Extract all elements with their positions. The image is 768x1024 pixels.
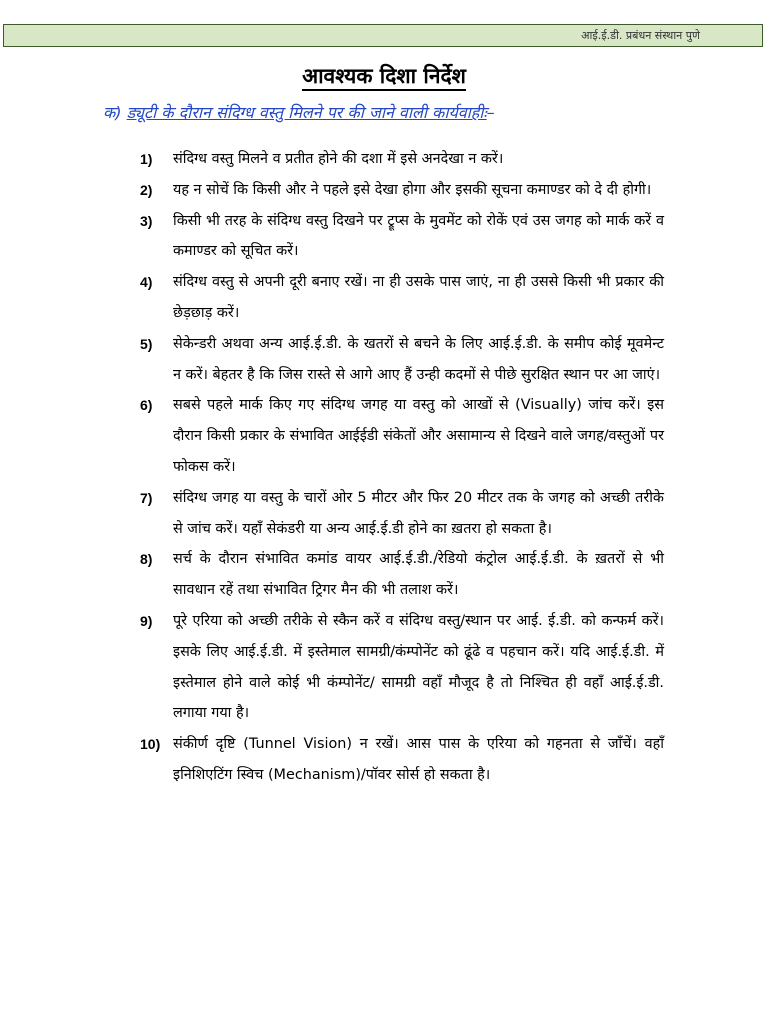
instruction-list [140,144,664,791]
list-item [140,267,664,329]
list-item [140,175,664,206]
section-heading-text: ड्यूटी के दौरान संदिग्ध वस्तु मिलने पर की जाने वाली कार्यवाहीः [126,103,487,122]
list-item [140,206,664,268]
list-item [140,329,664,391]
item-text: सबसे पहले मार्क किए गए संदिग्ध जगह या वस्तु को आखों से (Visually) जांच करें। इस दौरान किसी प्रकार के संभावित आईईडी संकेतों और असामान्य से दिखने वाले जगह/वस्तुओं पर फोकस करें। [173,397,664,475]
item-number: 2) [140,181,153,198]
list-item [140,544,664,606]
list-item [140,729,664,791]
page-title-text: आवश्यक दिशा निर्देश [302,64,466,91]
item-number: 10) [140,736,161,753]
page-title [0,62,768,90]
section-heading [103,101,495,123]
item-text: यह न सोचें कि किसी और ने पहले इसे देखा होगा और इसकी सूचना कमाण्डर को दे दी होगी। [173,181,652,198]
item-number: 1) [140,151,153,167]
item-text: पूरे एरिया को अच्छी तरीके से स्कैन करें व संदिग्ध वस्तु/स्थान पर आई. ई.डी. को कन्फर्म करें। इसके लिए आई.ई.डी. में इस्तेमाल सामग्री/कंम्पोनेंट को ढूंढे व पहचान करें। यदि आई.ई.डी. में इस्तेमाल होने वाले कोई भी कंम्पोनेंट/ सामग्री वहाँ मौजूद है तो निश्चित ही वहाँ आई.ई.डी. लगाया गया है। [173,612,664,722]
item-text: किसी भी तरह के संदिग्ध वस्तु दिखने पर ट्रूप्स के मुवमेंट को रोकें एवं उस जगह को मार्क करें व कमाण्डर को सूचित करें। [173,212,664,260]
list-item [140,606,664,729]
section-prefix: क) [103,103,127,122]
item-number: 7) [140,489,153,506]
list-item [140,144,664,175]
item-number: 6) [140,397,153,414]
item-number: 9) [140,612,153,629]
section-suffix: – [486,103,495,122]
list-item [140,483,664,545]
item-text: संकीर्ण दृष्टि (Tunnel Vision) न रखें। आस पास के एरिया को गहनता से जाँचें। वहाँ इनिशिएटिंग स्विच (Mechanism)/पॉवर सोर्स हो सकता है। [173,736,664,783]
item-number: 4) [140,274,153,291]
list-item [140,390,664,482]
header-text: आई.ई.डी. प्रबंधन संस्थान पुणे [581,29,700,42]
item-number: 5) [140,335,153,352]
item-number: 3) [140,212,153,229]
item-text: सर्च के दौरान संभावित कमांड वायर आई.ई.डी./रेडियो कंट्रोल आई.ई.डी. के ख़तरों से भी सावधान रहें तथा संभावित ट्रिगर मैन की भी तलाश करें। [173,551,664,599]
item-text: संदिग्ध जगह या वस्तु के चारों ओर 5 मीटर और फिर 20 मीटर तक के जगह को अच्छी तरीके से जांच करें। यहाँ सेकंडरी या अन्य आई.ई.डी होने का ख़तरा हो सकता है। [173,489,664,537]
header-bar [3,24,763,47]
item-text: संदिग्ध वस्तु मिलने व प्रतीत होने की दशा में इसे अनदेखा न करें। [173,151,504,167]
item-text: सेकेन्डरी अथवा अन्य आई.ई.डी. के खतरों से बचने के लिए आई.ई.डी. के समीप कोई मूवमेन्ट न करें। बेहतर है कि जिस रास्ते से आगे आए हैं उन्ही कदमों से पीछे सुरक्षित स्थान पर आ जाएं। [173,335,664,383]
item-number: 8) [140,551,153,568]
item-text: संदिग्ध वस्तु से अपनी दूरी बनाए रखें। ना ही उसके पास जाएं, ना ही उससे किसी भी प्रकार की छेड़छाड़ करें। [173,274,664,321]
